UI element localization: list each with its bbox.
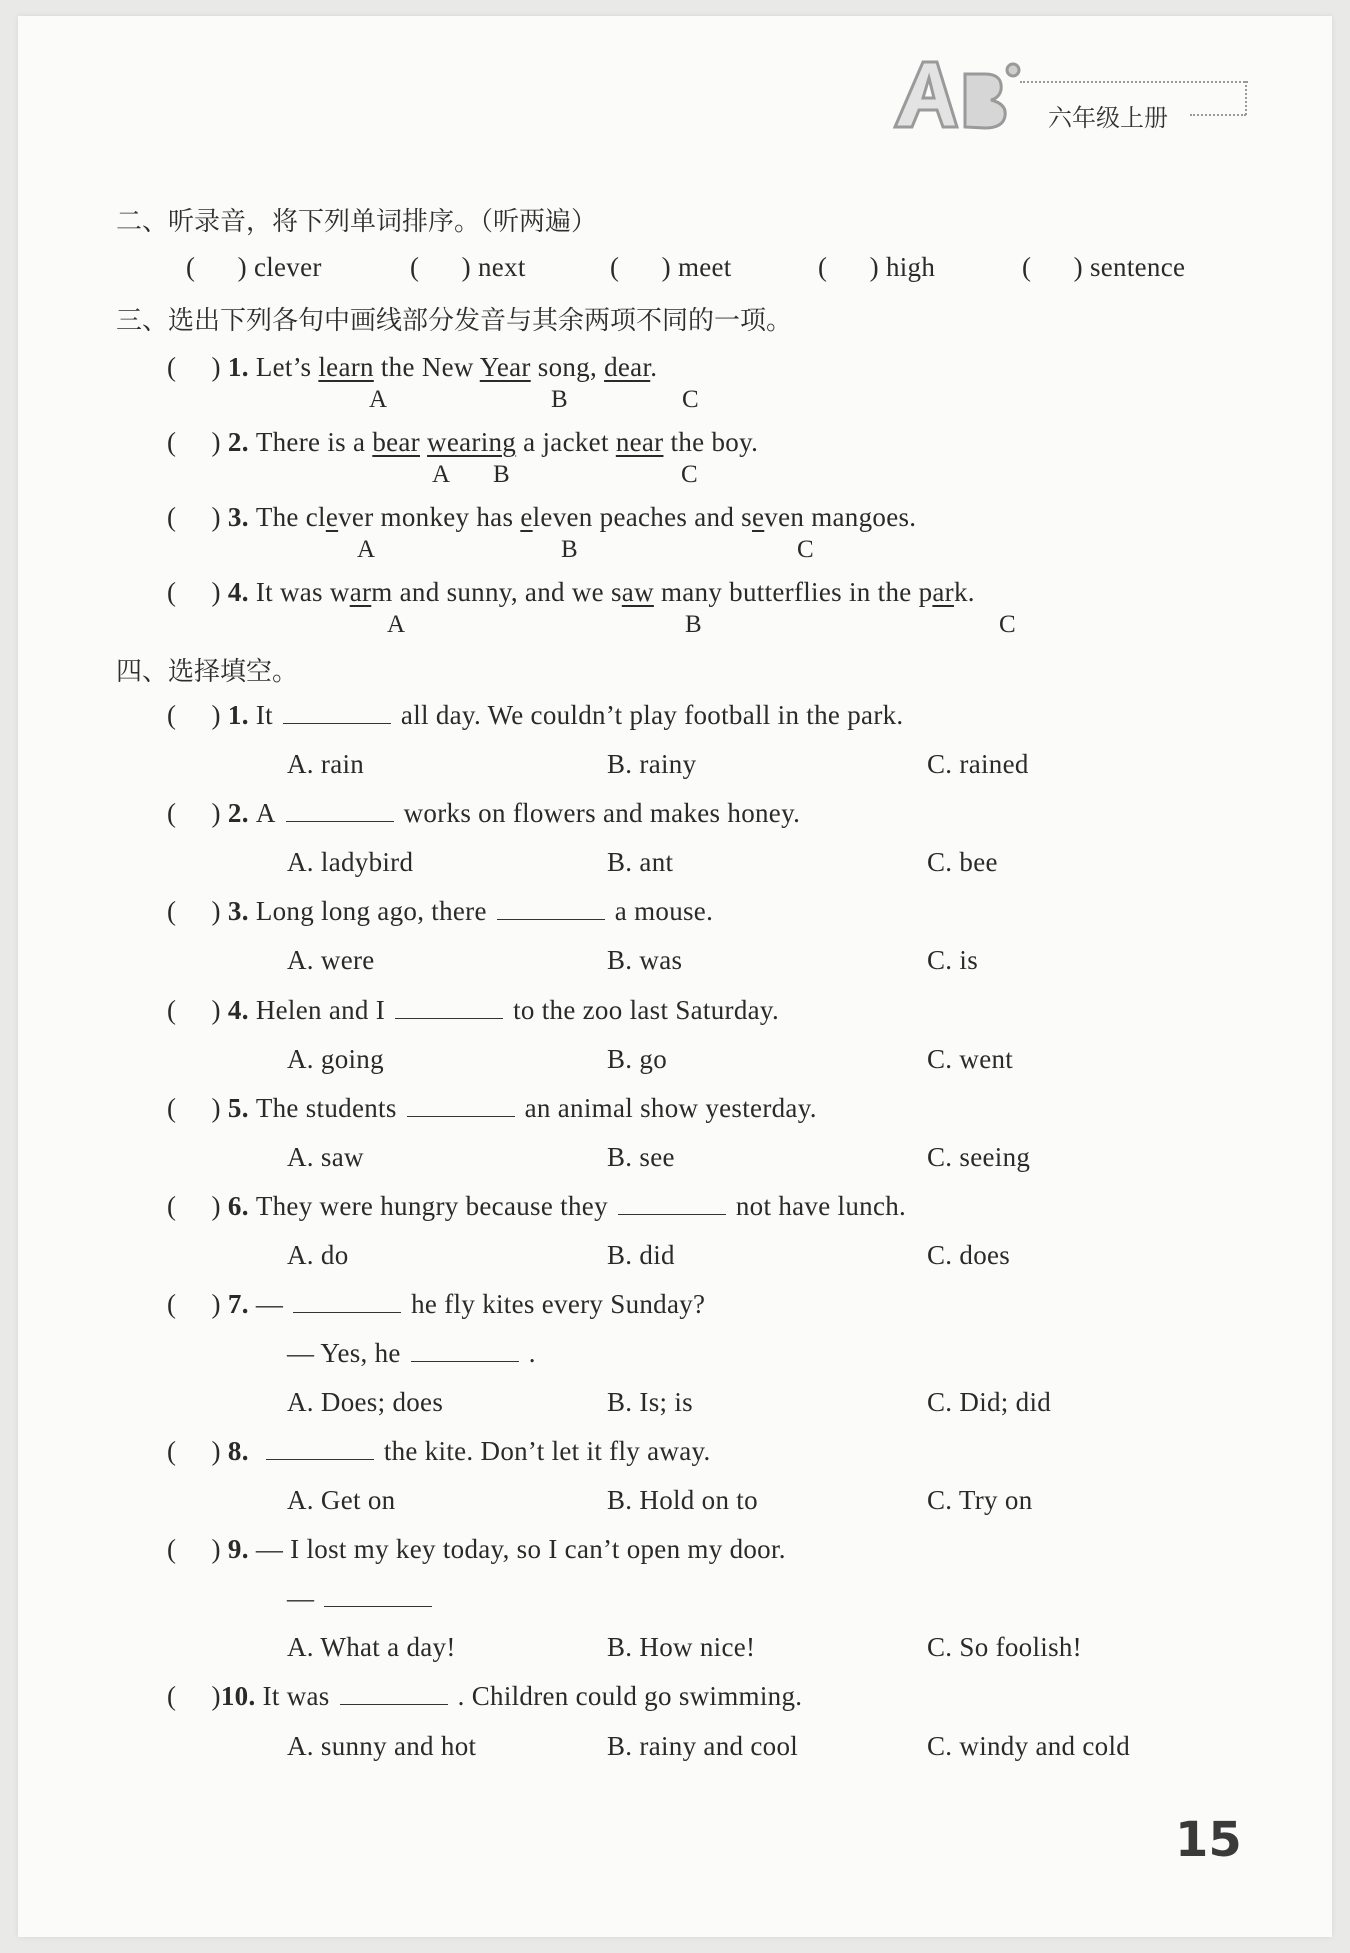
answer-blank	[293, 1294, 401, 1313]
option-b: B. How nice!	[607, 1632, 756, 1662]
option-label-a: A	[432, 461, 451, 488]
stem-before: They were hungry because they	[255, 1191, 608, 1221]
s4-question-9: ( ) 9. — I lost my key today, so I can’t open my door.	[167, 1534, 786, 1564]
option-b: B. rainy	[607, 749, 697, 779]
question-number: 2.	[227, 798, 249, 828]
word-order-item-1: ( ) clever	[186, 252, 322, 282]
s4-question-6: ( ) 6. They were hungry because they not have lunch.	[167, 1191, 907, 1221]
underlined-part-b: wearing	[427, 427, 517, 457]
text: the boy.	[663, 427, 759, 457]
header-rule-bottom	[1190, 114, 1246, 116]
underlined-part-c: e	[751, 502, 765, 532]
option-a: A. Does; does	[287, 1387, 444, 1417]
answer-blank	[286, 803, 394, 822]
question-number: 5.	[227, 1093, 249, 1123]
stem-before: — I lost my key today, so I can’t open my door.	[255, 1534, 786, 1564]
option-a: A. What a day!	[287, 1632, 456, 1662]
option-a: A. do	[287, 1240, 349, 1270]
underlined-part-c: dear	[604, 352, 651, 382]
option-a: A. sunny and hot	[287, 1731, 477, 1761]
option-label-c: C	[682, 386, 699, 413]
s4-question-7: ( ) 7. — he fly kites every Sunday?	[167, 1289, 706, 1319]
question-number: 1.	[227, 352, 249, 382]
text: leven peaches and s	[532, 502, 752, 532]
stem-before: It was	[262, 1681, 330, 1711]
answer-blank	[340, 1686, 448, 1705]
text: m and sunny, and we s	[371, 577, 622, 607]
option-c: C. Try on	[927, 1485, 1033, 1515]
text: a jacket	[516, 427, 616, 457]
option-c: C. does	[927, 1240, 1011, 1270]
question-number: 7.	[227, 1289, 249, 1319]
question-number: 2.	[227, 427, 249, 457]
reply-before: — Yes, he	[287, 1338, 401, 1368]
word: high	[885, 252, 936, 282]
option-c: C. bee	[927, 847, 998, 877]
text	[420, 427, 427, 457]
s4-question-5: ( ) 5. The students an animal show yesterday.	[167, 1093, 817, 1123]
stem-before: Long long ago, there	[255, 896, 487, 926]
underlined-part-b: aw	[621, 577, 654, 607]
stem-after: works on flowers and makes honey.	[403, 798, 801, 828]
header-rule-right	[1245, 81, 1247, 115]
text: It was w	[255, 577, 350, 607]
page-number: 15	[1175, 1812, 1242, 1868]
ab-logo-icon	[885, 52, 1025, 136]
question-number: 3.	[227, 502, 249, 532]
reply-after: .	[528, 1338, 536, 1368]
underlined-part-a: bear	[372, 427, 420, 457]
stem-before: The students	[255, 1093, 397, 1123]
question-number: 6.	[227, 1191, 249, 1221]
stem-after: to the zoo last Saturday.	[513, 995, 780, 1025]
option-a: A. rain	[287, 749, 365, 779]
header-rule	[1020, 81, 1248, 83]
answer-blank	[266, 1441, 374, 1460]
option-label-a: A	[387, 611, 406, 638]
answer-blank	[395, 1000, 503, 1019]
text: many butterflies in the p	[653, 577, 933, 607]
option-a: A. ladybird	[287, 847, 414, 877]
option-c: C. windy and cold	[927, 1731, 1131, 1761]
option-c: C. went	[927, 1044, 1014, 1074]
option-label-b: B	[493, 461, 510, 488]
text: The cl	[255, 502, 326, 532]
s3-question-1: ( ) 1. Let’s learn the New Year song, dear.	[167, 352, 658, 382]
stem-after: not have lunch.	[735, 1191, 907, 1221]
option-label-b: B	[685, 611, 702, 638]
word: next	[477, 252, 526, 282]
word-order-item-4: ( ) high	[818, 252, 936, 282]
stem-before: Helen and I	[255, 995, 386, 1025]
text: the New	[373, 352, 480, 382]
question-number: 9.	[227, 1534, 249, 1564]
stem-after: he fly kites every Sunday?	[411, 1289, 706, 1319]
text: k.	[953, 577, 975, 607]
option-label-b: B	[551, 386, 568, 413]
option-c: C. Did; did	[927, 1387, 1052, 1417]
underlined-part-a: ar	[349, 577, 372, 607]
s3-question-3: ( ) 3. The clever monkey has eleven peaches and seven mangoes.	[167, 502, 917, 532]
option-c: C. So foolish!	[927, 1632, 1082, 1662]
option-label-a: A	[357, 536, 376, 563]
s4-question-1: ( ) 1. It all day. We couldn’t play football in the park.	[167, 700, 904, 730]
option-b: B. did	[607, 1240, 675, 1270]
option-a: A. saw	[287, 1142, 364, 1172]
option-b: B. Hold on to	[607, 1485, 758, 1515]
answer-blank	[407, 1098, 515, 1117]
word: sentence	[1089, 252, 1186, 282]
text: There is a	[255, 427, 373, 457]
text: ver monkey has	[338, 502, 521, 532]
stem-before: It	[255, 700, 273, 730]
stem-after: . Children could go swimming.	[457, 1681, 803, 1711]
question-number: 4.	[227, 577, 249, 607]
s4-question-3: ( ) 3. Long long ago, there a mouse.	[167, 896, 714, 926]
reply-before: —	[287, 1583, 315, 1613]
underlined-part-a: learn	[318, 352, 374, 382]
question-number: 8.	[227, 1436, 249, 1466]
word: meet	[677, 252, 732, 282]
section4-title: 四、选择填空。	[116, 657, 299, 687]
question-number: 3.	[227, 896, 249, 926]
option-b: B. rainy and cool	[607, 1731, 799, 1761]
option-label-a: A	[369, 386, 388, 413]
option-c: C. rained	[927, 749, 1029, 779]
word-order-item-5: ( ) sentence	[1022, 252, 1186, 282]
stem-before: A	[255, 798, 276, 828]
option-b: B. was	[607, 945, 683, 975]
stem-after: a mouse.	[614, 896, 714, 926]
question-number: 1.	[227, 700, 249, 730]
option-c: C. is	[927, 945, 979, 975]
text: song,	[530, 352, 605, 382]
s4-question-4: ( ) 4. Helen and I to the zoo last Saturday.	[167, 995, 780, 1025]
word-order-item-3: ( ) meet	[610, 252, 732, 282]
answer-blank	[283, 705, 391, 724]
text: Let’s	[255, 352, 319, 382]
underlined-part-b: e	[520, 502, 533, 532]
s3-question-4: ( ) 4. It was warm and sunny, and we saw many butterflies in the park.	[167, 577, 975, 607]
option-label-c: C	[681, 461, 698, 488]
answer-blank	[411, 1343, 519, 1362]
section3-title: 三、选出下列各句中画线部分发音与其余两项不同的一项。	[116, 306, 793, 336]
underlined-part-a: e	[325, 502, 339, 532]
option-label-b: B	[561, 536, 578, 563]
answer-blank	[324, 1588, 432, 1607]
answer-blank	[497, 901, 605, 920]
grade-label: 六年级上册	[1048, 104, 1168, 132]
question-number: 4.	[227, 995, 249, 1025]
s4-question-7-reply	[287, 1338, 536, 1369]
option-a: A. going	[287, 1044, 384, 1074]
question-number: 10.	[220, 1681, 256, 1711]
stem-after: the kite. Don’t let it fly away.	[383, 1436, 711, 1466]
stem-after: an animal show yesterday.	[524, 1093, 817, 1123]
underlined-part-c: ar	[932, 577, 954, 607]
option-b: B. go	[607, 1044, 668, 1074]
answer-blank	[618, 1196, 726, 1215]
word-order-item-2: ( ) next	[410, 252, 526, 282]
s4-question-2: ( ) 2. A works on flowers and makes honey.	[167, 798, 801, 828]
option-a: A. were	[287, 945, 375, 975]
option-c: C. seeing	[927, 1142, 1031, 1172]
option-label-c: C	[999, 611, 1016, 638]
section2-title: 二、听录音，将下列单词排序。（听两遍）	[116, 207, 598, 237]
underlined-part-c: near	[615, 427, 664, 457]
text: .	[650, 352, 658, 382]
option-a: A. Get on	[287, 1485, 396, 1515]
underlined-part-b: Year	[479, 352, 531, 382]
option-b: B. ant	[607, 847, 674, 877]
option-b: B. see	[607, 1142, 675, 1172]
s4-question-8: ( ) 8. the kite. Don’t let it fly away.	[167, 1436, 711, 1466]
stem-after: all day. We couldn’t play football in the park.	[400, 700, 904, 730]
s3-question-2: ( ) 2. There is a bear wearing a jacket near the boy.	[167, 427, 759, 457]
text: ven mangoes.	[764, 502, 917, 532]
s4-question-9-reply	[287, 1583, 442, 1614]
word: clever	[253, 252, 322, 282]
s4-question-10: ( )10. It was . Children could go swimming.	[167, 1681, 803, 1711]
option-label-c: C	[797, 536, 814, 563]
stem-before: —	[255, 1289, 284, 1319]
option-b: B. Is; is	[607, 1387, 693, 1417]
